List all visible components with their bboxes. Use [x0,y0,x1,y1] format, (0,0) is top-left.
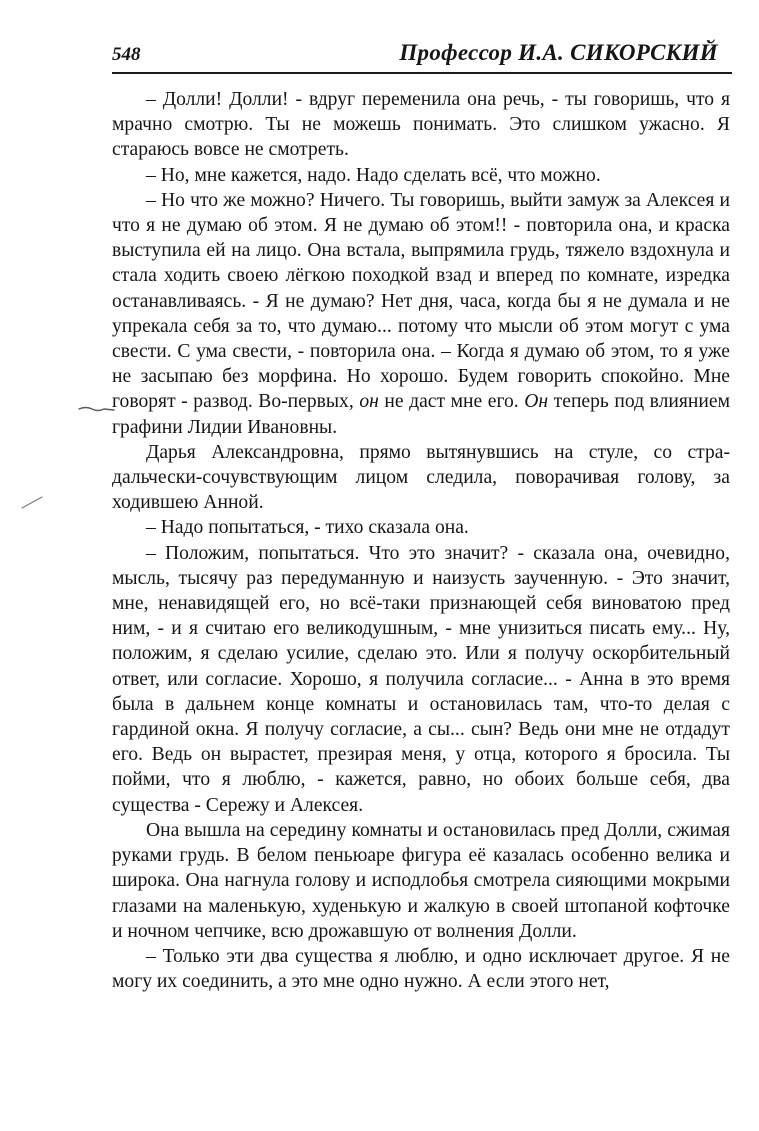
paragraph-6 [112,541,730,818]
paragraph-8 [112,944,730,994]
emphasis-text: он [359,391,379,413]
paragraph-2 [112,163,730,188]
paragraph-text: – Долли! Долли! - вдруг переменила она речь, - ты говоришь, что я мрачно смотрю. Ты не можешь понимать. Это слишком ужасно. Я стараюсь вовсе не смотреть. [112,89,730,161]
paragraph-5 [112,515,730,540]
paragraph-text: теперь под влиянием графини Лидии Ивановны. [112,391,730,438]
emphasis-text: Он [524,391,549,413]
page-number: 548 [112,44,141,65]
paragraph-text: – Но, мне кажется, надо. Надо сделать всё, что можно. [146,164,601,186]
paragraph-4 [112,440,730,516]
paragraph-7 [112,818,730,944]
paragraph-text: – Надо попытаться, - тихо сказала она. [146,517,469,539]
paragraph-text: не даст мне его. [378,391,525,413]
paragraph-1 [112,87,730,163]
header-rule [112,72,732,74]
paragraph-text: – Положим, попытаться. Что это значит? - сказала она, очевидно, мысль, тысячу раз передуманную и наизусть заученную. - Это значит, мне, ненавидящей его, но всё-таки признающей себя виноватою пред ним, - и я считаю его великодушным, - мне унизиться писать ему... Ну, положим, я сделаю усилие, сделаю это. Или я получу оскорбительный ответ, или согласие. Хорошо, я получила согласие... - Анна в это время была в дальнем конце комнаты и остановилась там, что-то делая с гардиной окна. Я получу согласие, а сы... сын? Ведь они мне не отдадут его. Ведь он вырастет, презирая меня, у отца, которого я бросила. Ты пойми, что я люблю, - кажется, равно, но обоих больше себя, два существа - Сережу и Алексея. [112,542,730,816]
page-header [112,38,734,74]
paragraph-text: – Но что же можно? Ничего. Ты говоришь, выйти замуж за Алексея и что я не думаю об этом. Я не думаю об этом!! - повторила она, и краска выступила ей на лицо. Она встала, выпрямила грудь, тяжело вздохнула и стала ходить своею лёгкою походкой взад и вперед по комнате, изредка останавливаясь. - Я не думаю? Нет дня, часа, когда бы я не думала и не упрекала себя за то, что думаю... потому что мысли об этом могут с ума свести. С ума свести, - повторила она. – Когда я думаю об этом, то я уже не засыпаю без морфина. Но хорошо. Будем говорить спокойно. Мне говорят - развод. Во-первых, [112,189,730,413]
body-text [112,87,730,994]
paragraph-text: – Только эти два существа я люблю, и одно исключает другое. Я не могу их соединить, а это мне одно нужно. А если этого нет, [112,945,730,993]
pencil-margin-mark [20,494,44,510]
paragraph-3 [112,188,730,440]
pencil-margin-mark [78,404,116,414]
paragraph-text: Она вышла на середину комнаты и остановилась пред Долли, сжимая руками грудь. В белом пеньюаре фигура её казалась особенно велика и широка. Она нагнула голову и исподлобья смотрела сияющими мокрыми глазами на маленькую, худенькую и жалкую в своей штопаной кофточке и ночном чепчике, всю дрожавшую от волнения Долли. [112,819,730,942]
paragraph-text: Дарья Александровна, прямо вытянувшись на стуле, со страдальчески-сочувствующим лицом следила, поворачивая голову, за ходившею Анной. [112,441,730,514]
running-title: Профессор И.А. СИКОРСКИЙ [399,40,718,65]
